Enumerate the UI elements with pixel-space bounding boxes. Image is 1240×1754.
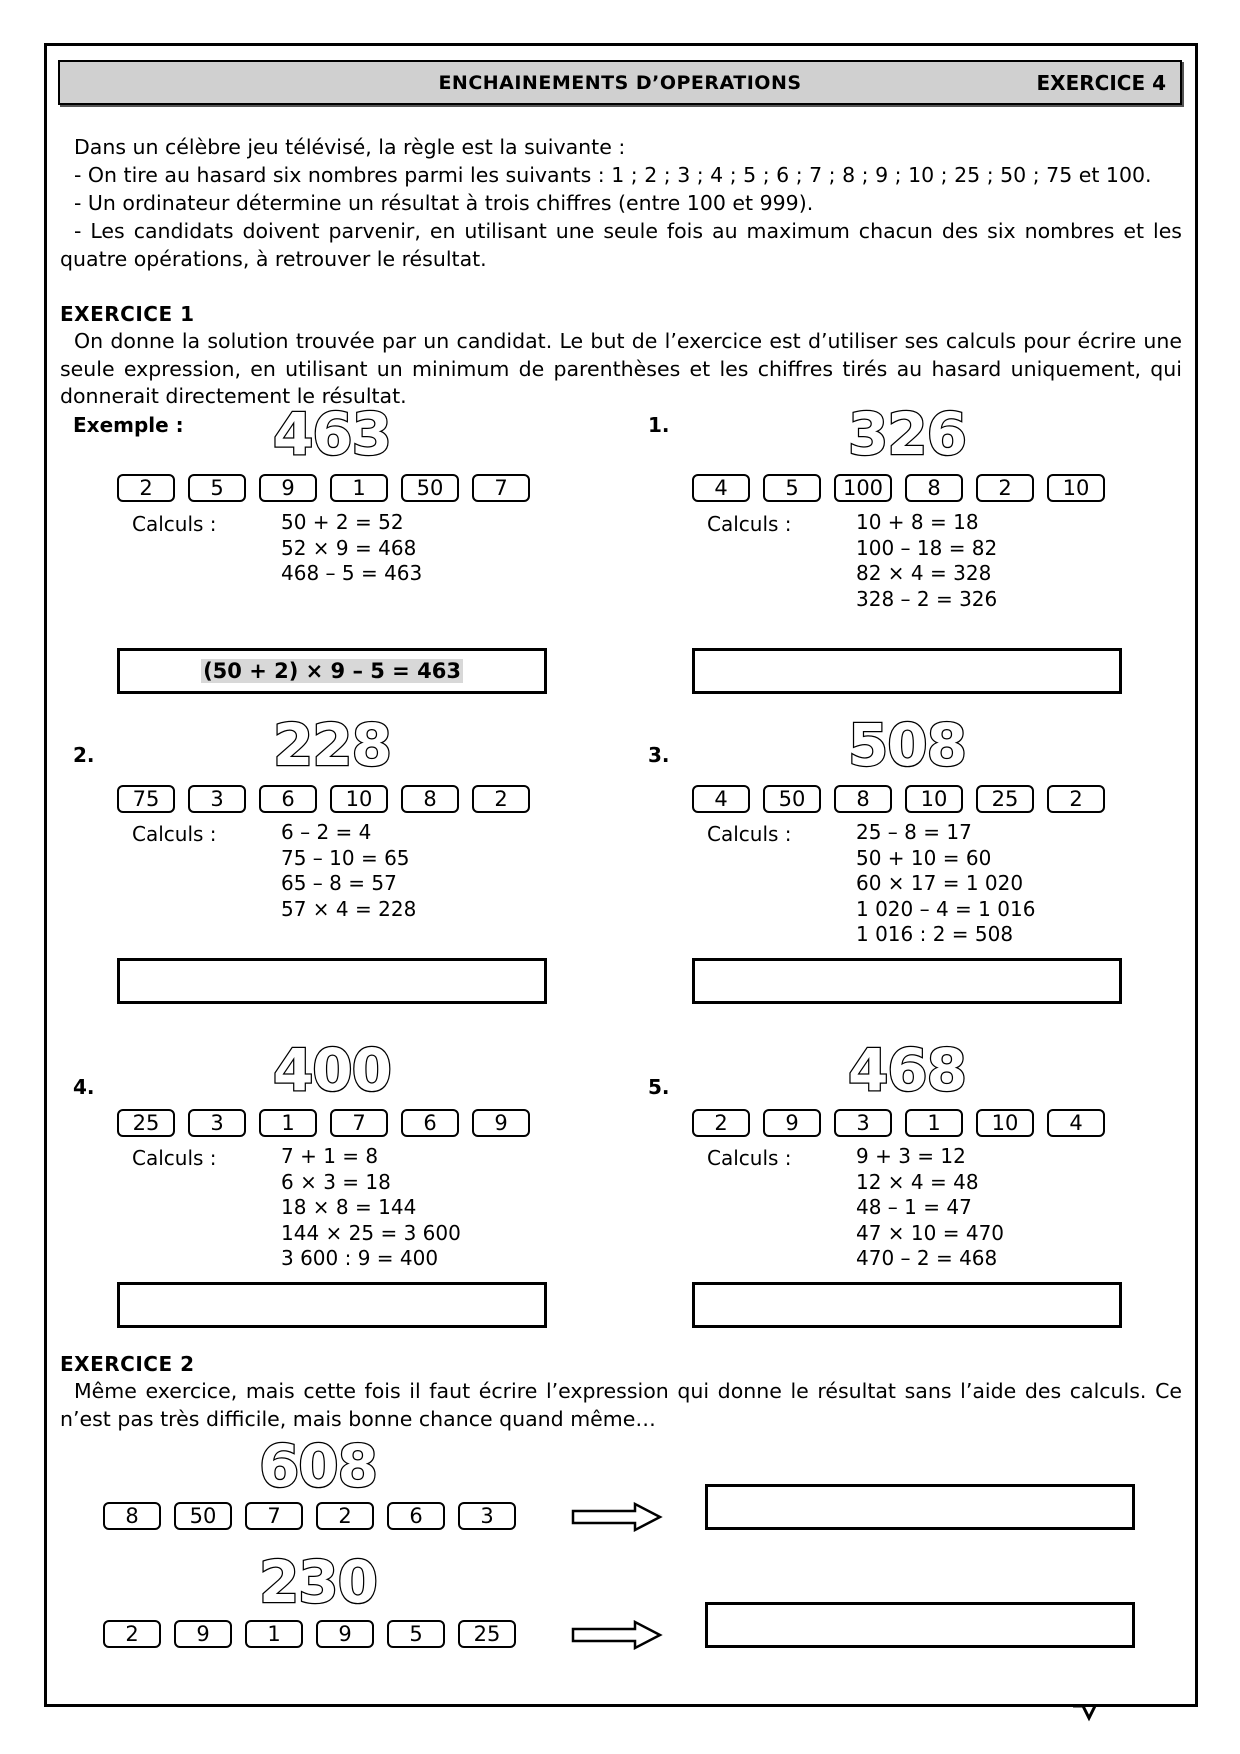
number-tile: 2 (316, 1502, 374, 1530)
number-tile: 6 (259, 785, 317, 813)
calc-step: 50 + 2 = 52 (281, 510, 404, 534)
number-tile: 2 (472, 785, 530, 813)
calc-step: 25 – 8 = 17 (856, 820, 972, 844)
number-tile: 5 (763, 474, 821, 502)
target-number: 463 (272, 400, 392, 468)
calc-step: 470 – 2 = 468 (856, 1246, 998, 1270)
number-tiles (692, 474, 1105, 502)
calc-label: Calculs : (707, 1146, 792, 1170)
number-tile: 6 (401, 1109, 459, 1137)
answer-box[interactable] (692, 958, 1122, 1004)
number-tile: 4 (692, 785, 750, 813)
intro-line-3: - Un ordinateur détermine un résultat à trois chiffres (entre 100 et 999). (74, 191, 814, 215)
target-number: 326 (847, 400, 967, 468)
calc-step: 6 – 2 = 4 (281, 820, 372, 844)
problem-label: 4. (73, 1075, 95, 1099)
number-tile: 8 (103, 1502, 161, 1530)
number-tile: 1 (905, 1109, 963, 1137)
number-tile: 3 (188, 785, 246, 813)
number-tile: 9 (259, 474, 317, 502)
number-tile: 100 (834, 474, 892, 502)
number-tiles (117, 785, 530, 813)
page-title: ENCHAINEMENTS D’OPERATIONS (438, 72, 802, 94)
calc-step: 52 × 9 = 468 (281, 535, 417, 560)
number-tile: 25 (458, 1620, 516, 1648)
target-number: 230 (258, 1548, 378, 1616)
number-tiles (692, 1109, 1105, 1137)
number-tile: 7 (330, 1109, 388, 1137)
calc-step: 468 – 5 = 463 (281, 561, 423, 585)
intro-line-1: Dans un célèbre jeu télévisé, la règle est la suivante : (74, 135, 626, 159)
answer-box (117, 648, 547, 694)
number-tile: 2 (117, 474, 175, 502)
calc-step: 57 × 4 = 228 (281, 896, 417, 921)
number-tile: 9 (472, 1109, 530, 1137)
calc-steps (856, 820, 1035, 948)
calc-step: 47 × 10 = 470 (856, 1220, 1005, 1245)
exercise2-title: EXERCICE 2 (60, 1352, 195, 1376)
header-bar (58, 60, 1182, 105)
number-tile: 8 (834, 785, 892, 813)
number-tile: 50 (174, 1502, 232, 1530)
number-tile: 9 (174, 1620, 232, 1648)
problem-label: 2. (73, 743, 95, 767)
calc-step: 328 – 2 = 326 (856, 586, 998, 611)
number-tile: 8 (905, 474, 963, 502)
number-tile: 3 (188, 1109, 246, 1137)
target-number: 608 (258, 1432, 378, 1500)
calc-step: 3 600 : 9 = 400 (281, 1246, 439, 1270)
number-tile: 10 (905, 785, 963, 813)
number-tile: 2 (976, 474, 1034, 502)
answer-box[interactable] (705, 1602, 1135, 1648)
number-tile: 5 (387, 1620, 445, 1648)
calc-step: 82 × 4 = 328 (856, 561, 992, 585)
solution-expression: (50 + 2) × 9 – 5 = 463 (203, 659, 461, 683)
number-tile: 2 (692, 1109, 750, 1137)
number-tile: 10 (330, 785, 388, 813)
exercise2-text: Même exercice, mais cette fois il faut écrire l’expression qui donne le résultat sans l’aide des calculs. Ce n’est pas très difficile, mais bonne chance quand même… (60, 1379, 1182, 1431)
answer-box[interactable] (117, 958, 547, 1004)
answer-box[interactable] (705, 1484, 1135, 1530)
number-tiles (103, 1502, 516, 1530)
calc-step: 50 + 10 = 60 (856, 845, 992, 870)
number-tile: 2 (1047, 785, 1105, 813)
number-tile: 2 (103, 1620, 161, 1648)
intro-line-4: - Les candidats doivent parvenir, en utilisant une seule fois au maximum chacun des six nombres et les quatre opérations, à retrouver le résultat. (60, 219, 1182, 271)
number-tile: 4 (1047, 1109, 1105, 1137)
calc-step: 7 + 1 = 8 (281, 1144, 379, 1168)
number-tile: 25 (976, 785, 1034, 813)
problem-label: 1. (648, 413, 670, 437)
number-tile: 3 (834, 1109, 892, 1137)
calc-steps (281, 510, 422, 587)
calc-step: 18 × 8 = 144 (281, 1195, 417, 1219)
calc-step: 9 + 3 = 12 (856, 1144, 966, 1168)
number-tiles (103, 1620, 516, 1648)
calc-label: Calculs : (707, 512, 792, 536)
answer-box[interactable] (692, 648, 1122, 694)
calc-steps (281, 820, 416, 922)
exercise1-text: On donne la solution trouvée par un candidat. Le but de l’exercice est d’utiliser ses calculs pour écrire une seule expression, en utilisant un minimum de parenthèses et les chiffres tirés au hasard uniquement, qui donnerait directement le résultat. (60, 329, 1182, 408)
intro-line-2: - On tire au hasard six nombres parmi les suivants : 1 ; 2 ; 3 ; 4 ; 5 ; 6 ; 7 ; 8 ; 9 ; 10 ; 25 ; 50 ; 75 et 100. (74, 163, 1152, 187)
number-tile: 5 (188, 474, 246, 502)
corner-notch (1073, 1700, 1097, 1724)
calc-steps (856, 510, 997, 612)
number-tiles (117, 1109, 530, 1137)
answer-box[interactable] (117, 1282, 547, 1328)
answer-box[interactable] (692, 1282, 1122, 1328)
number-tile: 10 (1047, 474, 1105, 502)
target-number: 228 (272, 711, 392, 779)
calc-step: 1 020 – 4 = 1 016 (856, 896, 1036, 921)
number-tile: 8 (401, 785, 459, 813)
calc-step: 12 × 4 = 48 (856, 1169, 979, 1194)
exercise-number: EXERCICE 4 (1036, 71, 1166, 95)
number-tile: 4 (692, 474, 750, 502)
number-tile: 9 (763, 1109, 821, 1137)
number-tile: 7 (472, 474, 530, 502)
calc-step: 10 + 8 = 18 (856, 510, 979, 534)
problem-label: Exemple : (73, 413, 184, 437)
calc-label: Calculs : (132, 822, 217, 846)
calc-step: 144 × 25 = 3 600 (281, 1220, 461, 1245)
calc-step: 65 – 8 = 57 (281, 871, 397, 895)
target-number: 468 (847, 1036, 967, 1104)
right-arrow-icon (571, 1620, 663, 1650)
number-tile: 10 (976, 1109, 1034, 1137)
calc-step: 1 016 : 2 = 508 (856, 922, 1014, 946)
number-tile: 50 (763, 785, 821, 813)
target-number: 508 (847, 711, 967, 779)
number-tile: 7 (245, 1502, 303, 1530)
number-tile: 3 (458, 1502, 516, 1530)
number-tile: 6 (387, 1502, 445, 1530)
target-number: 400 (272, 1036, 392, 1104)
right-arrow-icon (571, 1502, 663, 1532)
calc-step: 100 – 18 = 82 (856, 535, 998, 560)
calc-step: 75 – 10 = 65 (281, 845, 410, 870)
number-tiles (117, 474, 530, 502)
number-tile: 25 (117, 1109, 175, 1137)
calc-label: Calculs : (707, 822, 792, 846)
number-tiles (692, 785, 1105, 813)
problem-label: 3. (648, 743, 670, 767)
calc-steps (856, 1144, 1004, 1272)
number-tile: 1 (245, 1620, 303, 1648)
exercise1-title: EXERCICE 1 (60, 302, 195, 326)
number-tile: 50 (401, 474, 459, 502)
calc-label: Calculs : (132, 512, 217, 536)
calc-step: 6 × 3 = 18 (281, 1169, 391, 1194)
calc-step: 48 – 1 = 47 (856, 1195, 972, 1219)
number-tile: 9 (316, 1620, 374, 1648)
number-tile: 75 (117, 785, 175, 813)
calc-step: 60 × 17 = 1 020 (856, 871, 1024, 895)
calc-label: Calculs : (132, 1146, 217, 1170)
number-tile: 1 (330, 474, 388, 502)
number-tile: 1 (259, 1109, 317, 1137)
calc-steps (281, 1144, 461, 1272)
problem-label: 5. (648, 1075, 670, 1099)
